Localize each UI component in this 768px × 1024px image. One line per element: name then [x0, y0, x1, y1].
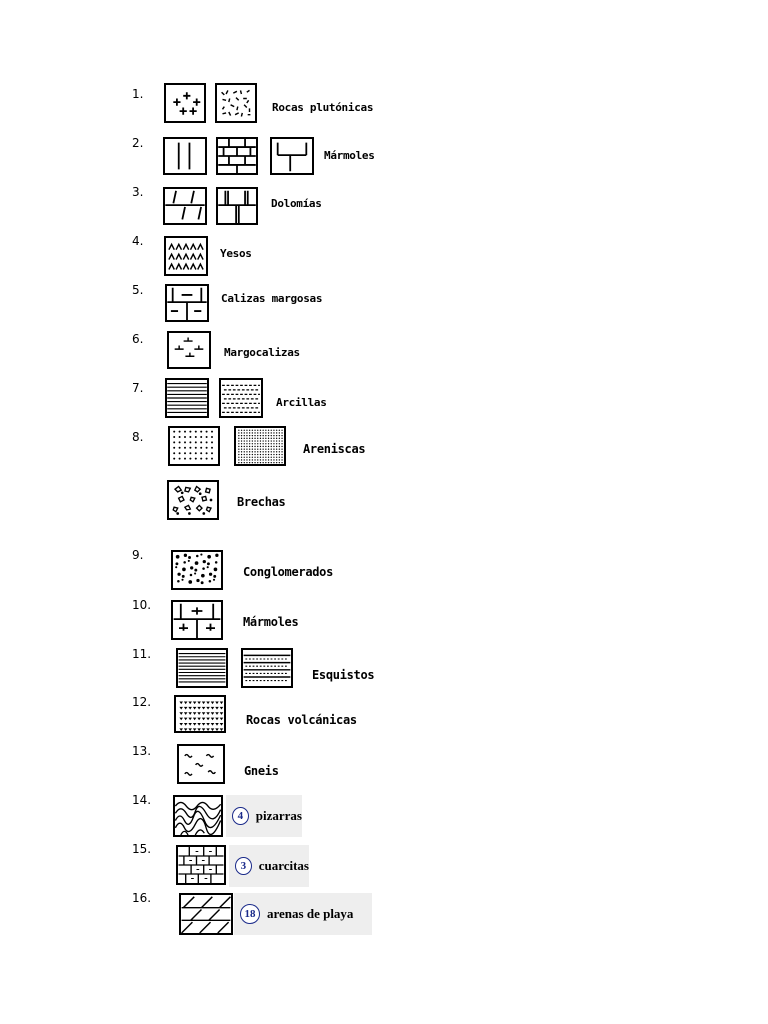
item-number: 16. [132, 891, 152, 905]
item-number: 5. [132, 283, 144, 297]
beach-sand-pattern [179, 893, 233, 935]
legend-label: Margocalizas [224, 346, 300, 359]
legend-label: Rocas plutónicas [272, 101, 374, 114]
item-number: 3. [132, 185, 144, 199]
marl-limestone-pattern [167, 331, 211, 369]
clay-pattern-dashed-lines [219, 378, 263, 418]
slate-pattern-folds [173, 795, 223, 837]
legend-label: pizarras [255, 808, 302, 823]
dolomite-pattern-double-lines [216, 187, 258, 225]
legend-label: Calizas margosas [221, 292, 323, 305]
item-number: 11. [132, 647, 152, 661]
slate-scan-label [226, 795, 302, 837]
plutonic-rock-pattern-crosses [164, 83, 206, 123]
marble-pattern-t-lines [270, 137, 314, 175]
item-number: 4. [132, 234, 144, 248]
map-index-badge: 18 [240, 904, 260, 924]
volcanic-rock-pattern [174, 695, 226, 733]
legend-label: Mármoles [243, 615, 299, 629]
dolomite-pattern-slanted [163, 187, 207, 225]
map-index-badge: 4 [232, 807, 249, 825]
plutonic-rock-pattern-dashes [215, 83, 257, 123]
legend-label: Yesos [220, 247, 252, 260]
schist-pattern-fine-lines [176, 648, 228, 688]
breccia-pattern [167, 480, 219, 520]
marly-limestone-pattern [165, 284, 209, 322]
clay-pattern-horizontal-lines [165, 378, 209, 418]
legend-label: Esquistos [312, 668, 375, 682]
legend-label: Conglomerados [243, 565, 334, 579]
legend-label: Arcillas [276, 396, 327, 409]
item-number: 6. [132, 332, 144, 346]
legend-label: arenas de playa [267, 906, 354, 921]
legend-label: cuarcitas [258, 858, 309, 873]
conglomerate-pattern [171, 550, 223, 590]
legend-label: Mármoles [324, 149, 375, 162]
item-number: 1. [132, 87, 144, 101]
sandstone-pattern-dots-fine [234, 426, 286, 466]
legend-label: Areniscas [303, 442, 366, 456]
item-number: 14. [132, 793, 152, 807]
quartzite-scan-label [229, 845, 309, 887]
schist-pattern-dashed-lines [241, 648, 293, 688]
item-number: 8. [132, 430, 144, 444]
item-number: 7. [132, 381, 144, 395]
item-number: 10. [132, 598, 152, 612]
sandstone-pattern-dots-coarse [168, 426, 220, 466]
legend-label: Rocas volcánicas [246, 713, 357, 727]
item-number: 13. [132, 744, 152, 758]
gneiss-pattern-waves [177, 744, 225, 784]
item-number: 2. [132, 136, 144, 150]
gypsum-pattern-chevrons [164, 236, 208, 276]
item-number: 15. [132, 842, 152, 856]
item-number: 9. [132, 548, 144, 562]
legend-label: Brechas [237, 495, 286, 509]
marble-pattern-brick [216, 137, 258, 175]
beach-sand-scan-label [234, 893, 372, 935]
legend-label: Dolomías [271, 197, 322, 210]
map-index-badge: 3 [235, 857, 252, 875]
item-number: 12. [132, 695, 152, 709]
marble-pattern-crosses [171, 600, 223, 640]
marble-pattern-vertical-lines [163, 137, 207, 175]
legend-label: Gneis [244, 764, 279, 778]
quartzite-pattern-brick [176, 845, 226, 885]
